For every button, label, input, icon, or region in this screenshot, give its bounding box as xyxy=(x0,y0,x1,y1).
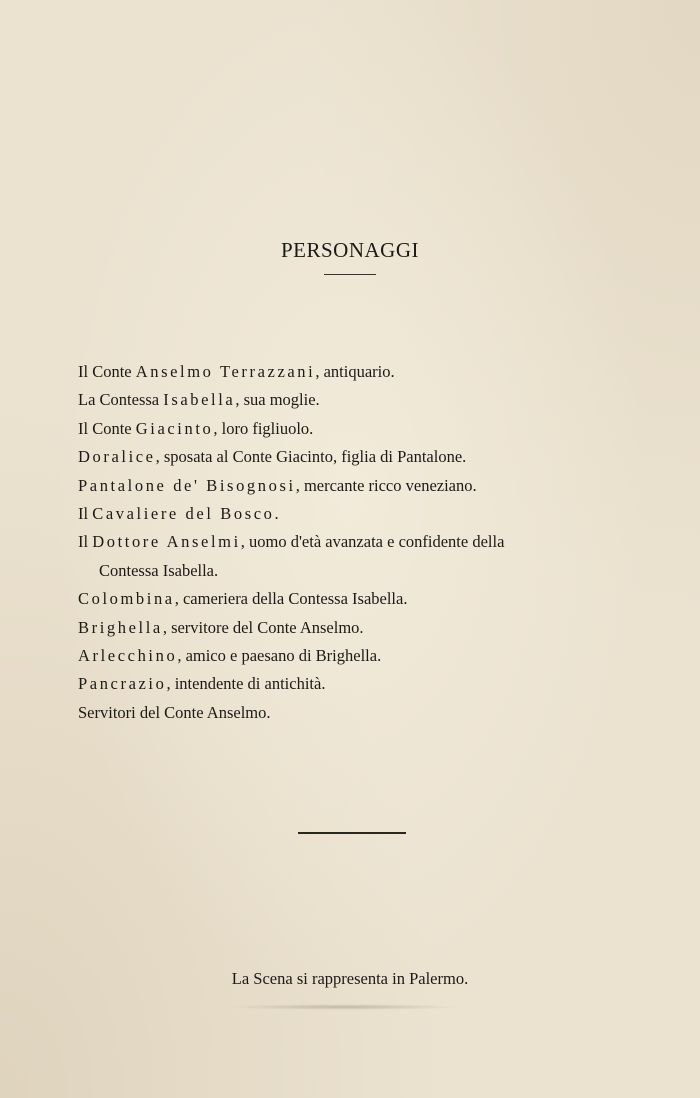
cast-desc: , servitore del Conte Anselmo. xyxy=(162,617,364,637)
cast-desc: . xyxy=(274,503,279,523)
cast-list xyxy=(78,358,648,727)
cast-prefix: La Contessa xyxy=(78,390,160,410)
cast-item xyxy=(78,500,648,528)
page-title: PERSONAGGI xyxy=(280,238,419,262)
cast-name: Isabella xyxy=(163,390,236,410)
cast-desc: Servitori del Conte Anselmo. xyxy=(78,702,271,722)
cast-item xyxy=(78,443,648,471)
cast-desc: , intendente di antichità. xyxy=(166,674,326,694)
cast-item xyxy=(78,585,648,613)
cast-item xyxy=(78,699,648,727)
section-divider xyxy=(298,832,406,834)
scene-note: La Scena si rappresenta in Palermo. xyxy=(231,969,469,988)
cast-prefix: Il Conte xyxy=(78,362,132,381)
cast-desc: , mercante ricco veneziano. xyxy=(295,475,477,495)
cast-item xyxy=(78,642,648,670)
cast-desc: , sposata al Conte Giacinto, figlia di Pantalone. xyxy=(155,447,467,467)
cast-desc: , uomo d'età avanzata e confidente della xyxy=(240,532,505,552)
cast-name: Arlecchino xyxy=(78,645,178,665)
cast-item xyxy=(78,472,648,500)
cast-desc: , sua moglie. xyxy=(235,390,320,410)
cast-prefix: Il xyxy=(78,503,89,523)
cast-item xyxy=(78,415,648,443)
cast-item xyxy=(78,614,648,642)
cast-name: Brighella xyxy=(78,617,163,637)
cast-name: Giacinto xyxy=(135,418,214,438)
cast-name: Colombina xyxy=(78,589,175,609)
cast-desc: , antiquario. xyxy=(315,362,395,381)
cast-item xyxy=(78,358,648,386)
cast-name: Pancrazio xyxy=(78,674,167,694)
cast-prefix: Il xyxy=(78,532,89,552)
ink-smudge xyxy=(228,1004,460,1010)
cast-prefix: Il Conte xyxy=(78,418,132,438)
cast-name: Doralice xyxy=(78,447,156,467)
cast-item xyxy=(78,386,648,414)
cast-name: Anselmo Terrazzani xyxy=(135,362,316,381)
title-rule xyxy=(324,274,376,275)
cast-item xyxy=(78,528,648,556)
cast-item-continuation xyxy=(78,557,648,585)
cast-name: Pantalone de' Bisognosi xyxy=(78,475,296,495)
cast-desc: , amico e paesano di Brighella. xyxy=(177,645,382,665)
cast-name: Cavaliere del Bosco xyxy=(92,503,275,523)
cast-name: Dottore Anselmi xyxy=(92,532,241,552)
cast-item xyxy=(78,670,648,698)
cast-desc: , loro figliuolo. xyxy=(213,418,314,438)
cast-desc: , cameriera della Contessa Isabella. xyxy=(174,589,408,609)
cast-desc: Contessa Isabella. xyxy=(99,560,219,580)
